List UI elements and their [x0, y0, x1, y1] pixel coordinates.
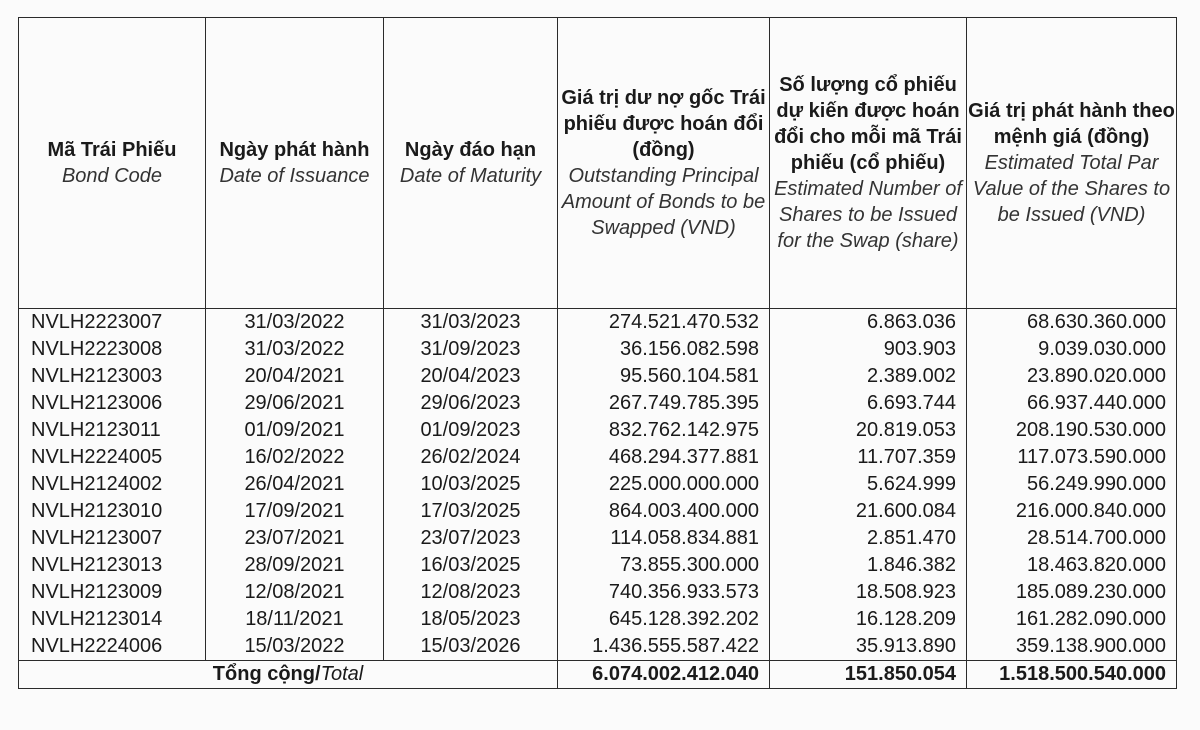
maturity-date-cell: 23/07/2023 — [384, 525, 558, 552]
bond-code-cell: NVLH2123010 — [19, 498, 206, 525]
bond-code-cell: NVLH2123013 — [19, 552, 206, 579]
column-header-vi: Giá trị phát hành theo mệnh giá (đồng) — [968, 100, 1175, 148]
share-count-cell: 35.913.890 — [770, 633, 967, 661]
maturity-date-cell: 01/09/2023 — [384, 417, 558, 444]
share-count-cell: 1.846.382 — [770, 552, 967, 579]
column-header-3 — [384, 18, 558, 309]
column-header-4 — [558, 18, 770, 309]
principal-amount-cell: 864.003.400.000 — [558, 498, 770, 525]
principal-amount-cell: 832.762.142.975 — [558, 417, 770, 444]
principal-amount-cell: 1.436.555.587.422 — [558, 633, 770, 661]
maturity-date-cell: 15/03/2026 — [384, 633, 558, 661]
par-value-cell: 18.463.820.000 — [967, 552, 1177, 579]
par-value-cell: 216.000.840.000 — [967, 498, 1177, 525]
par-value-cell: 359.138.900.000 — [967, 633, 1177, 661]
bond-code-cell: NVLH2123009 — [19, 579, 206, 606]
column-header-2 — [206, 18, 384, 309]
par-value-cell: 28.514.700.000 — [967, 525, 1177, 552]
par-value-cell: 68.630.360.000 — [967, 309, 1177, 337]
share-count-cell: 2.851.470 — [770, 525, 967, 552]
table-row — [19, 309, 1177, 337]
principal-amount-cell: 73.855.300.000 — [558, 552, 770, 579]
principal-amount-cell: 114.058.834.881 — [558, 525, 770, 552]
issuance-date-cell: 17/09/2021 — [206, 498, 384, 525]
column-header-en: Bond Code — [61, 165, 163, 187]
table-row — [19, 606, 1177, 633]
issuance-date-cell: 28/09/2021 — [206, 552, 384, 579]
share-count-cell: 6.693.744 — [770, 390, 967, 417]
maturity-date-cell: 29/06/2023 — [384, 390, 558, 417]
principal-amount-cell: 740.356.933.573 — [558, 579, 770, 606]
issuance-date-cell: 15/03/2022 — [206, 633, 384, 661]
par-value-cell: 117.073.590.000 — [967, 444, 1177, 471]
table-row — [19, 552, 1177, 579]
maturity-date-cell: 16/03/2025 — [384, 552, 558, 579]
table-row — [19, 417, 1177, 444]
table-row — [19, 471, 1177, 498]
share-count-cell: 2.389.002 — [770, 363, 967, 390]
principal-amount-cell: 225.000.000.000 — [558, 471, 770, 498]
bond-code-cell: NVLH2123014 — [19, 606, 206, 633]
bond-code-cell: NVLH2223008 — [19, 336, 206, 363]
share-count-cell: 16.128.209 — [770, 606, 967, 633]
bond-code-cell: NVLH2123007 — [19, 525, 206, 552]
table-row — [19, 633, 1177, 661]
column-header-vi: Số lượng cổ phiếu dự kiến được hoán đổi cho mỗi mã Trái phiếu (cổ phiếu) — [774, 74, 962, 174]
par-value-cell: 23.890.020.000 — [967, 363, 1177, 390]
column-header-6 — [967, 18, 1177, 309]
par-value-cell: 9.039.030.000 — [967, 336, 1177, 363]
issuance-date-cell: 01/09/2021 — [206, 417, 384, 444]
table-body — [19, 309, 1177, 689]
issuance-date-cell: 23/07/2021 — [206, 525, 384, 552]
share-count-cell: 18.508.923 — [770, 579, 967, 606]
column-header-en: Estimated Number of Shares to be Issued for the Swap (share) — [774, 178, 962, 252]
par-value-cell: 185.089.230.000 — [967, 579, 1177, 606]
column-header-vi: Ngày đáo hạn — [404, 139, 537, 161]
par-value-cell: 56.249.990.000 — [967, 471, 1177, 498]
issuance-date-cell: 20/04/2021 — [206, 363, 384, 390]
bond-code-cell: NVLH2123003 — [19, 363, 206, 390]
bond-code-cell: NVLH2123011 — [19, 417, 206, 444]
maturity-date-cell: 20/04/2023 — [384, 363, 558, 390]
bond-code-cell: NVLH2224006 — [19, 633, 206, 661]
total-label — [19, 661, 558, 689]
share-count-cell: 20.819.053 — [770, 417, 967, 444]
issuance-date-cell: 12/08/2021 — [206, 579, 384, 606]
table-row — [19, 390, 1177, 417]
share-count-cell: 5.624.999 — [770, 471, 967, 498]
share-count-cell: 903.903 — [770, 336, 967, 363]
maturity-date-cell: 31/09/2023 — [384, 336, 558, 363]
bond-code-cell: NVLH2123006 — [19, 390, 206, 417]
table-row — [19, 579, 1177, 606]
share-count-cell: 6.863.036 — [770, 309, 967, 337]
table-header-row — [19, 18, 1177, 309]
column-header-5 — [770, 18, 967, 309]
bond-swap-table — [18, 17, 1177, 689]
maturity-date-cell: 17/03/2025 — [384, 498, 558, 525]
principal-amount-cell: 95.560.104.581 — [558, 363, 770, 390]
total-par-value-cell: 1.518.500.540.000 — [967, 661, 1177, 689]
column-header-en: Estimated Total Par Value of the Shares to be Issued (VND) — [972, 152, 1171, 226]
total-shares-cell: 151.850.054 — [770, 661, 967, 689]
maturity-date-cell: 10/03/2025 — [384, 471, 558, 498]
total-row — [19, 661, 1177, 689]
bond-code-cell: NVLH2124002 — [19, 471, 206, 498]
principal-amount-cell: 267.749.785.395 — [558, 390, 770, 417]
bond-swap-table-container — [18, 17, 1176, 689]
total-label-en: Total — [320, 663, 364, 685]
principal-amount-cell: 645.128.392.202 — [558, 606, 770, 633]
table-row — [19, 363, 1177, 390]
table-row — [19, 525, 1177, 552]
par-value-cell: 66.937.440.000 — [967, 390, 1177, 417]
principal-amount-cell: 36.156.082.598 — [558, 336, 770, 363]
share-count-cell: 11.707.359 — [770, 444, 967, 471]
column-header-en: Date of Issuance — [219, 165, 370, 187]
maturity-date-cell: 12/08/2023 — [384, 579, 558, 606]
table-row — [19, 498, 1177, 525]
issuance-date-cell: 26/04/2021 — [206, 471, 384, 498]
column-header-en: Outstanding Principal Amount of Bonds to be Swapped (VND) — [561, 165, 766, 239]
table-row — [19, 336, 1177, 363]
total-label-vi: Tổng cộng/ — [212, 663, 321, 685]
table-row — [19, 444, 1177, 471]
issuance-date-cell: 16/02/2022 — [206, 444, 384, 471]
par-value-cell: 208.190.530.000 — [967, 417, 1177, 444]
column-header-1 — [19, 18, 206, 309]
column-header-vi: Ngày phát hành — [219, 139, 370, 161]
maturity-date-cell: 26/02/2024 — [384, 444, 558, 471]
bond-code-cell: NVLH2223007 — [19, 309, 206, 337]
maturity-date-cell: 18/05/2023 — [384, 606, 558, 633]
principal-amount-cell: 274.521.470.532 — [558, 309, 770, 337]
issuance-date-cell: 29/06/2021 — [206, 390, 384, 417]
column-header-en: Date of Maturity — [399, 165, 542, 187]
bond-code-cell: NVLH2224005 — [19, 444, 206, 471]
share-count-cell: 21.600.084 — [770, 498, 967, 525]
principal-amount-cell: 468.294.377.881 — [558, 444, 770, 471]
issuance-date-cell: 31/03/2022 — [206, 336, 384, 363]
par-value-cell: 161.282.090.000 — [967, 606, 1177, 633]
column-header-vi: Giá trị dư nợ gốc Trái phiếu được hoán đổi (đồng) — [561, 87, 766, 161]
issuance-date-cell: 31/03/2022 — [206, 309, 384, 337]
maturity-date-cell: 31/03/2023 — [384, 309, 558, 337]
issuance-date-cell: 18/11/2021 — [206, 606, 384, 633]
column-header-vi: Mã Trái Phiếu — [47, 139, 177, 161]
total-principal-cell: 6.074.002.412.040 — [558, 661, 770, 689]
